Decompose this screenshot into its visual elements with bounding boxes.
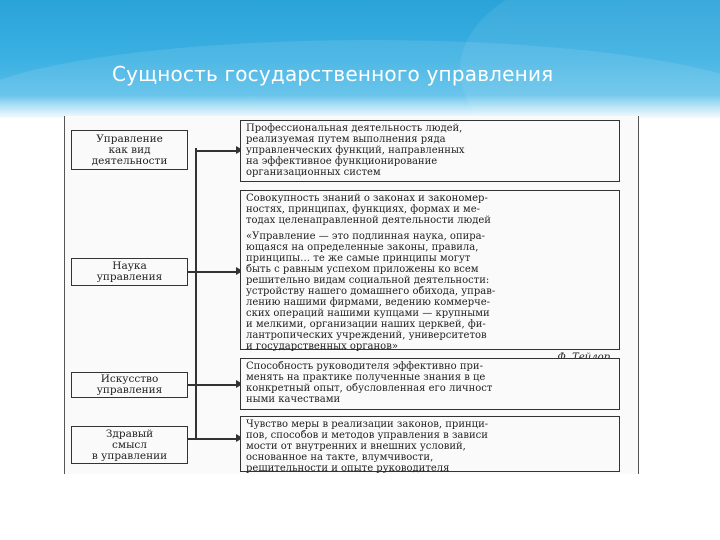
arrow-connector — [195, 438, 237, 440]
text-line: пов, способов и методов управления в зависи — [246, 430, 488, 441]
label-box-management-art — [71, 372, 188, 398]
text-line: Совокупность знаний о законах и закономер- — [246, 193, 488, 204]
text-line: тодах целенаправленной деятельности людей — [246, 215, 491, 226]
quote-line: быть с равным успехом приложены ко всем — [246, 264, 479, 275]
text-line: Способность руководителя эффективно при- — [246, 361, 483, 372]
text-box-common-sense — [240, 416, 620, 472]
label-line: управления — [96, 271, 163, 283]
text-line: ностях, принципах, функциях, формах и ме- — [246, 204, 480, 215]
label-box-management-activity — [71, 130, 188, 170]
text-line: на эффективное функционирование — [246, 156, 438, 167]
connector-vertical-line — [195, 148, 197, 438]
text-line: Профессиональная деятельность людей, — [246, 123, 463, 134]
text-line: основанное на такте, влумчивости, — [246, 452, 434, 463]
label-line: Управление — [96, 132, 163, 145]
label-box-common-sense — [71, 426, 188, 464]
label-line: в управлении — [91, 449, 168, 462]
label-line: Наука — [112, 260, 147, 272]
text-box-management-art — [240, 358, 620, 410]
label-line: Здравый — [105, 427, 154, 440]
header-fade — [0, 95, 720, 118]
slide-header — [0, 0, 720, 118]
text-line: менять на практике полученные знания в це — [246, 372, 486, 383]
quote-line: устройству нашего домашнего обихода, управ- — [246, 286, 496, 297]
arrow-connector — [195, 150, 237, 152]
text-line: конкретный опыт, обусловленная его личност — [246, 383, 493, 394]
text-line: управленческих функций, направленных — [246, 145, 465, 156]
text-line: реализуемая путем выполнения ряда — [246, 134, 446, 145]
text-box-management-science — [240, 190, 620, 350]
slide-title: Сущность государственного управления — [112, 62, 554, 86]
quote-line: принципы… те же самые принципы могут — [246, 253, 471, 264]
text-line: ными качествами — [246, 394, 341, 405]
quote-line: ских операций нашими купцами — крупными — [246, 308, 490, 319]
quote-line: лантропических учреждений, университетов — [246, 330, 487, 341]
text-line: решительности и опыте руководителя — [246, 463, 450, 474]
management-diagram — [64, 116, 639, 474]
label-line: смысл — [112, 438, 147, 451]
label-line: деятельности — [91, 154, 168, 167]
quote-line: ющаяся на определенные законы, правила, — [246, 242, 479, 253]
text-box-management-activity — [240, 120, 620, 182]
quote-line: лению нашими фирмами, ведению коммерче- — [246, 297, 491, 308]
label-box-management-science — [71, 258, 188, 286]
quote-line: решительно видам социальной деятельности: — [246, 275, 490, 286]
text-line: Чувство меры в реализации законов, принци- — [246, 419, 489, 430]
arrow-connector — [195, 384, 237, 386]
label-line: как вид — [108, 143, 151, 156]
quote-line: и государственных органов» — [246, 341, 398, 352]
label-line: управления — [96, 384, 163, 396]
quote-line: и мелкими, организации наших церквей, фи- — [246, 319, 486, 330]
text-line: организационных систем — [246, 167, 381, 178]
arrow-connector — [195, 271, 237, 273]
label-line: Искусство — [100, 373, 159, 385]
text-line: мости от внутренних и внешних условий, — [246, 441, 466, 452]
quote-line: «Управление — это подлинная наука, опира- — [246, 231, 486, 242]
